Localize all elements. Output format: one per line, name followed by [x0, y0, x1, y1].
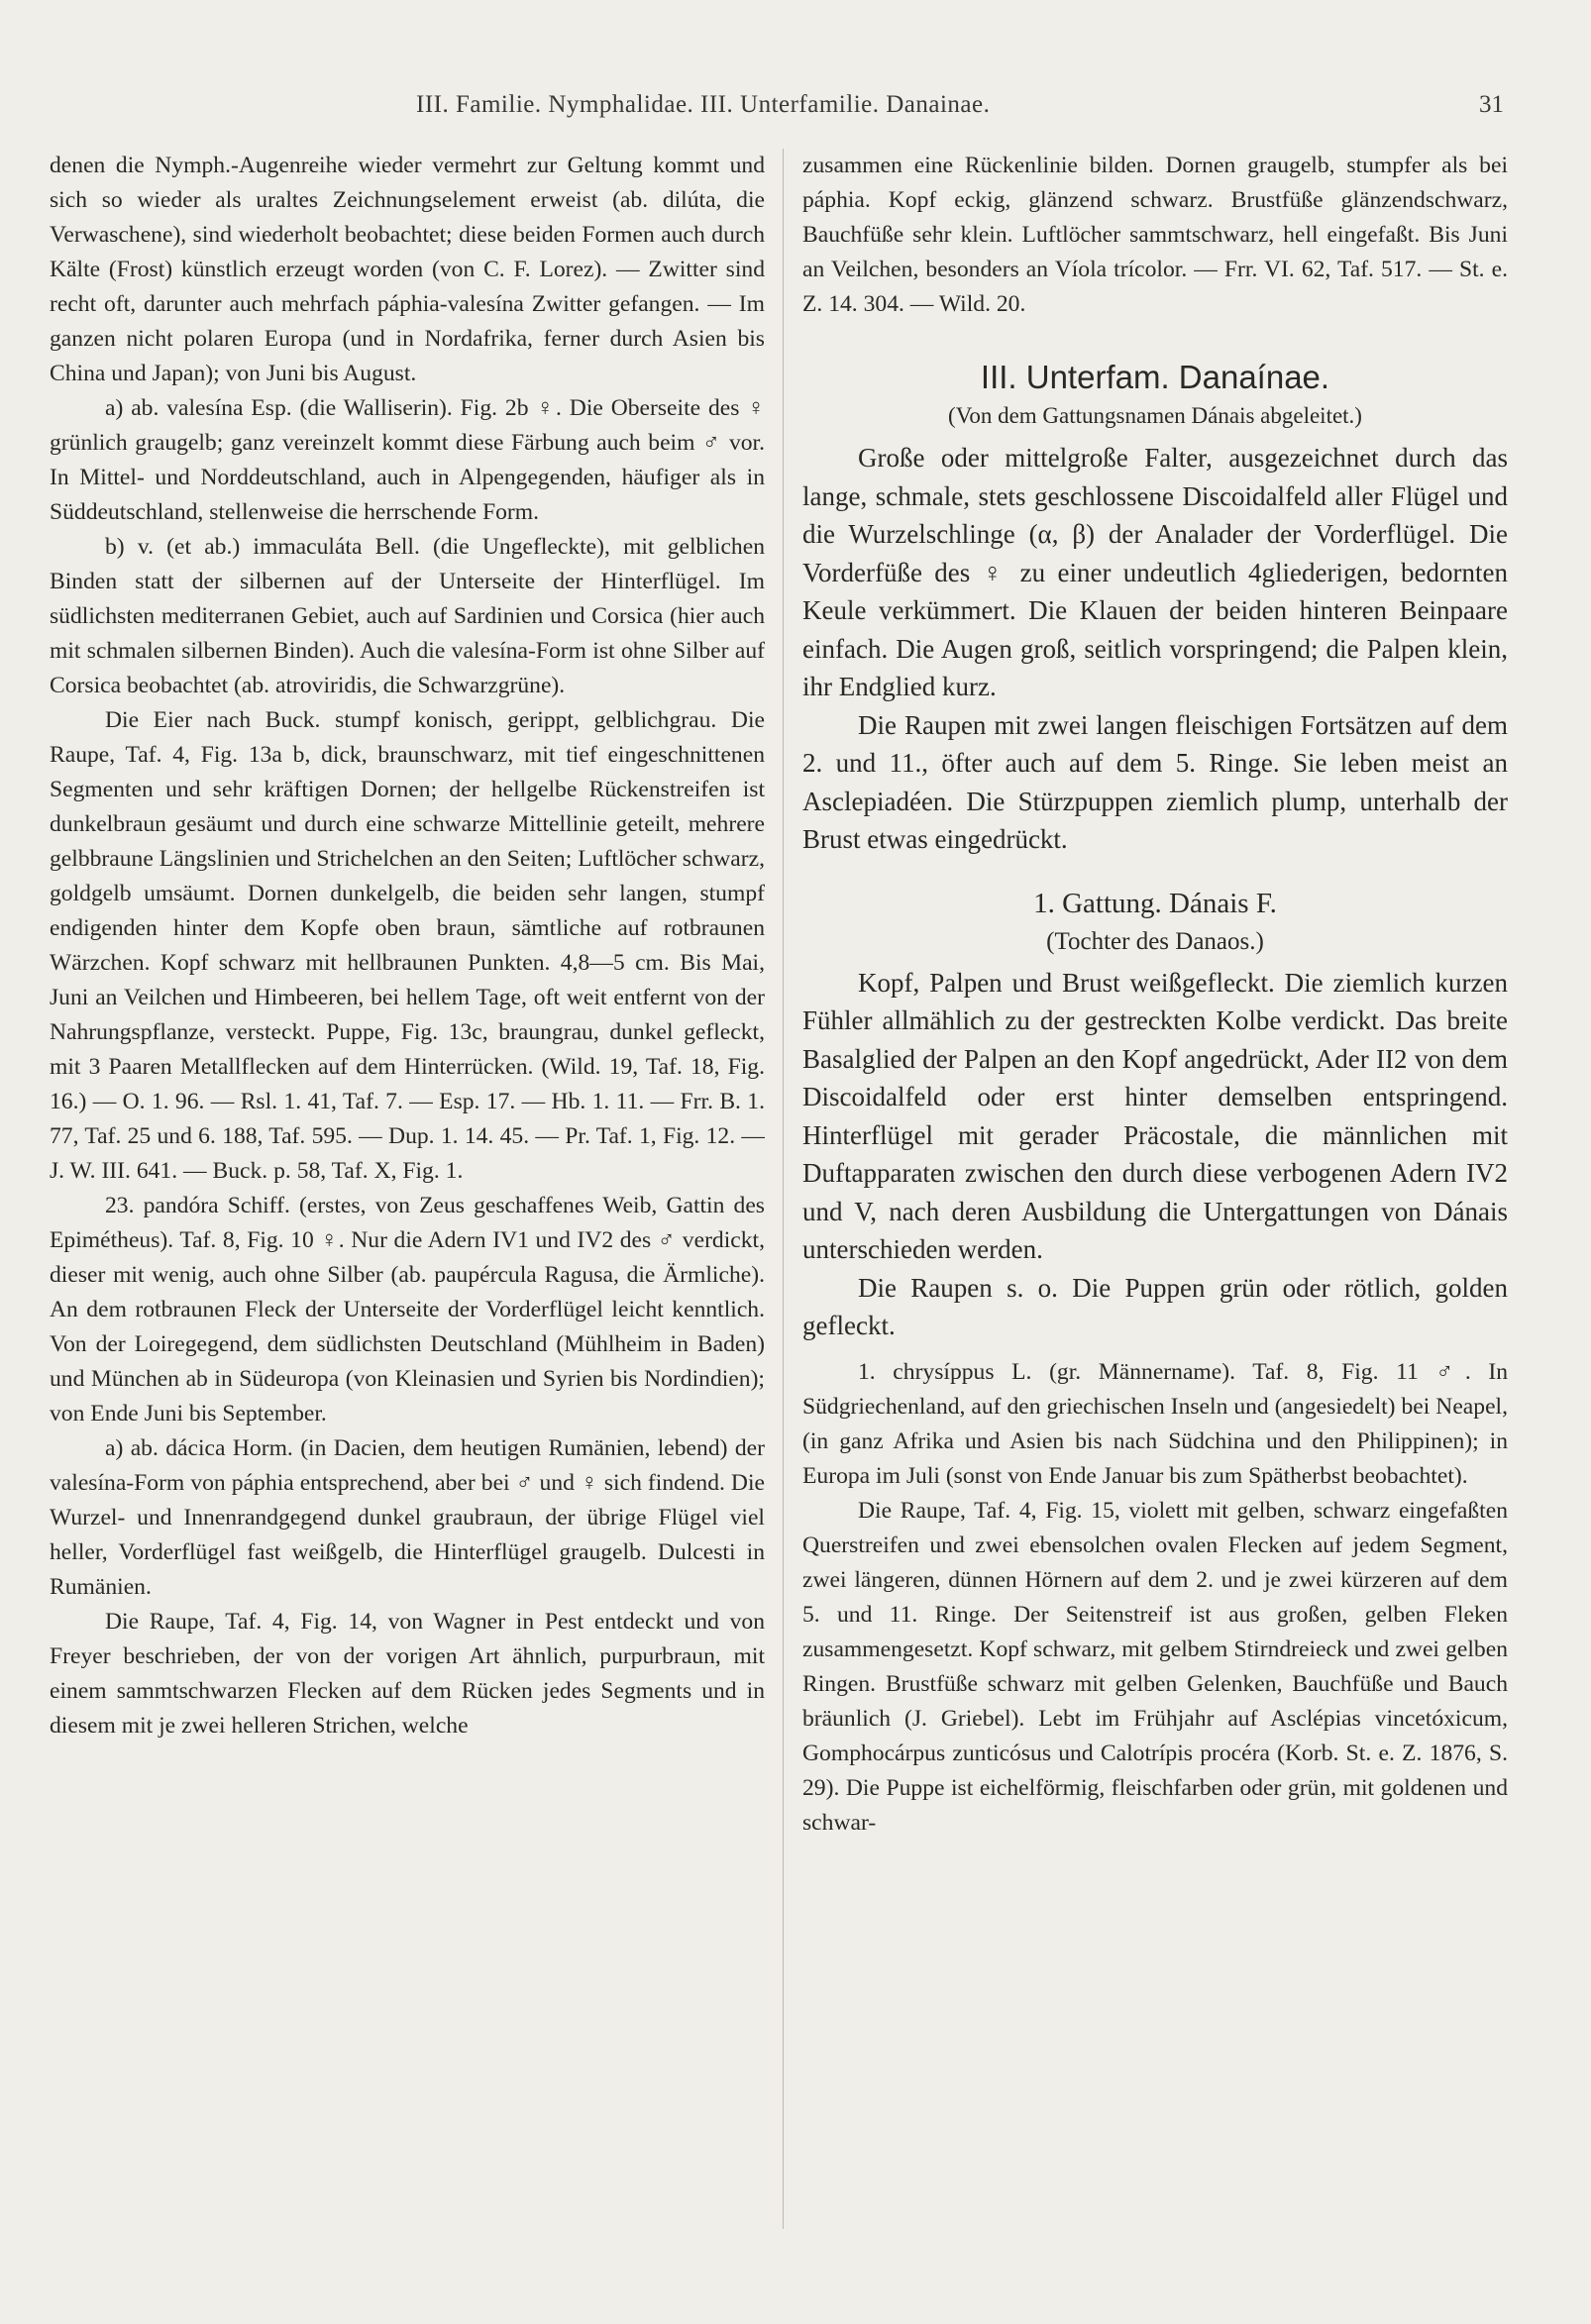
paragraph-valesina: a) ab. valesína Esp. (die Walliserin). Fig. 2b ♀. Die Oberseite des ♀ grünlich graugelb; ganz vereinzelt kommt diese Färbung auch beim ♂ vor. In Mittel- und Norddeutschland, auch in Alpengegenden, häufiger als in Süddeutschland, stellenweise die herrschende Form. — [50, 395, 765, 525]
column-divider — [783, 149, 784, 2229]
paragraph-danainae-caterpillars: Die Raupen mit zwei langen fleischigen Fortsätzen auf dem 2. und 11., öfter auch auf dem 5. Ringe. Sie leben meist an Asclepiadéen. Die Stürzpuppen ziemlich plump, unterhalb der Brust etwas eingedrückt. — [802, 709, 1508, 854]
left-column — [50, 149, 765, 2239]
running-title: III. Familie. Nymphalidae. III. Unterfamilie. Danainae. — [416, 91, 991, 118]
genus-subtitle: (Tochter des Danaos.) — [1046, 927, 1264, 955]
paragraph-continuation-right: zusammen eine Rückenlinie bilden. Dornen graugelb, stumpfer als bei páphia. Kopf eckig, glänzend schwarz. Brustfüße glänzendschwarz, Bauchfüße sehr klein. Luftlöcher sammtschwarz, hell eingefaßt. Bis Juni an Veilchen, besonders an Víola trícolor. — Frr. VI. 62, Taf. 517. — St. e. Z. 14. 304. — Wild. 20. — [802, 153, 1508, 317]
right-column — [802, 149, 1508, 2239]
paragraph-chrysippus-caterpillar: Die Raupe, Taf. 4, Fig. 15, violett mit gelben, schwarz eingefaßten Querstreifen und zwei ebensolchen ovalen Flecken auf jedem Segment, zwei längeren, dünnen Hörnern auf dem 2. und je zwei kürzeren auf dem 5. und 11. Ringe. Der Seitenstreif ist aus großen, gelben Fleken zusammengesetzt. Kopf schwarz, mit gelbem Stirndreieck und zwei gelben Ringen. Brustfüße schwarz mit gelben Gelenken, Bauchfüße und Bauch bräunlich (J. Griebel). Lebt im Frühjahr auf Asclépias vincetóxicum, Gomphocárpus zunticósus und Calotrípis procéra (Korb. St. e. Z. 1876, S. 29). Die Puppe ist eichelförmig, fleischfarben oder grün, mit goldenen und schwar- — [802, 1497, 1508, 1836]
paragraph-continuation: denen die Nymph.-Augenreihe wieder vermehrt zur Geltung kommt und sich so wieder als uraltes Zeichnungselement erweist (ab. dilúta, die Verwaschene), sind wiederholt beobachtet; diese beiden Formen auch durch Kälte (Frost) künstlich erzeugt worden (von C. F. Lorez). — Zwitter sind recht oft, darunter auch mehrfach páphia-valesína Zwitter gefangen. — Im ganzen nicht polaren Europa (und in Nordafrika, ferner durch Asien bis China und Japan); von Juni bis August. — [50, 153, 765, 386]
paragraph-dacica: a) ab. dácica Horm. (in Dacien, dem heutigen Rumänien, lebend) der valesína-Form von páphia entsprechend, aber bei ♂ und ♀ sich findend. Die Wurzel- und Innenrandgegend dunkel graubraun, der übrige Flügel viel heller, Vorderflügel fast weißgelb, die Hinterflügel graugelb. Dulcesti in Rumänien. — [50, 1435, 765, 1600]
paragraph-pandora-caterpillar: Die Raupe, Taf. 4, Fig. 14, von Wagner in Pest entdeckt und von Freyer beschrieben, der von der vorigen Art ähnlich, purpurbraun, mit einem sammtschwarzen Flecken auf dem Rücken jedes Segments und in diesem mit je zwei helleren Strichen, welche — [50, 1609, 765, 1739]
paragraph-chrysippus: 1. chrysíppus L. (gr. Männername). Taf. 8, Fig. 11 ♂. In Südgriechenland, auf den griechischen Inseln und (angesiedelt) bei Neapel, (in ganz Afrika und Asien bis nach Südchina und den Philippinen); in Europa im Juli (sonst von Ende Januar bis zum Spätherbst beobachtet). — [802, 1358, 1508, 1489]
paragraph-danais-description: Kopf, Palpen und Brust weißgefleckt. Die ziemlich kurzen Fühler allmählich zu der gestreckten Kolbe verdickt. Das breite Basalglied der Palpen an den Kopf angedrückt, Ader II2 von dem Discoidalfeld oder erst hinter demselben entspringend. Hinterflügel mit gerader Präcostale, die männlichen mit Duftapparaten zwischen den durch diese verbogenen Adern IV2 und V, nach deren Ausbildung die Untergattungen von Dánais unterschieden werden. — [802, 967, 1508, 1264]
paragraph-danainae-description: Große oder mittelgroße Falter, ausgezeichnet durch das lange, schmale, stets geschlossene Discoidalfeld aller Flügel und die Wurzelschlinge (α, β) der Analader der Vorderflügel. Die Vorderfüße des ♀ zu einer undeutlich 4gliederigen, bedornten Keule verkümmert. Die Klauen der beiden hinteren Beinpaare einfach. Die Augen groß, seitlich vorspringend; die Palpen klein, ihr Endglied kurz. — [802, 443, 1508, 701]
genus-title: 1. Gattung. Dánais F. — [1033, 887, 1277, 919]
paragraph-eggs-caterpillar: Die Eier nach Buck. stumpf konisch, gerippt, gelblichgrau. Die Raupe, Taf. 4, Fig. 13a b, dick, braunschwarz, mit tief eingeschnittenen Segmenten und sehr kräftigen Dornen; der hellgelbe Rückenstreifen ist dunkelbraun gesäumt und durch eine schwarze Mittellinie geteilt, mehrere gelbbraune Längslinien und Strichelchen an den Seiten; Luftlöcher schwarz, goldgelb umsäumt. Dornen dunkelgelb, die beiden sehr langen, stumpf endigenden hinter dem Kopfe oben braun, sämtliche auf rotbraunen Wärzchen. Kopf schwarz mit hellbraunen Punkten. 4,8—5 cm. Bis Mai, Juni an Veilchen und Himbeeren, bei hellem Tage, oft weit entfernt von der Nahrungspflanze, versteckt. Puppe, Fig. 13c, braungrau, dunkel gefleckt, mit 3 Paaren Metallflecken auf dem Hinterrücken. (Wild. 19, Taf. 18, Fig. 16.) — O. 1. 96. — Rsl. 1. 41, Taf. 7. — Esp. 17. — Hb. 1. 11. — Frr. B. 1. 77, Taf. 25 und 6. 188, Taf. 595. — Dup. 1. 14. 45. — Pr. Taf. 1, Fig. 12. — J. W. III. 641. — Buck. p. 58, Taf. X, Fig. 1. — [50, 707, 765, 1184]
section-title: III. Unterfam. Danaínae. — [980, 359, 1330, 395]
section-subtitle: (Von dem Gattungsnamen Dánais abgeleitet.) — [948, 403, 1362, 428]
page-number: 31 — [1479, 91, 1504, 118]
paragraph-danais-pupae: Die Raupen s. o. Die Puppen grün oder rötlich, golden gefleckt. — [802, 1272, 1508, 1340]
paragraph-immaculata: b) v. (et ab.) immaculáta Bell. (die Ungefleckte), mit gelblichen Binden statt der silbernen auf der Unterseite der Hinterflügel. Im südlichsten mediterranen Gebiet, auch auf Sardinien und Corsica (hier auch mit schmalen silbernen Binden). Auch die valesína-Form ist ohne Silber auf Corsica beobachtet (ab. atroviridis, die Schwarzgrüne). — [50, 534, 765, 698]
paragraph-pandora: 23. pandóra Schiff. (erstes, von Zeus geschaffenes Weib, Gattin des Epimétheus). Taf. 8, Fig. 10 ♀. Nur die Adern IV1 und IV2 des ♂ verdickt, dieser mit wenig, auch ohne Silber (ab. paupércula Ragusa, die Ärmliche). An dem rotbraunen Fleck der Unterseite der Vorderflügel leicht kenntlich. Von der Loiregegend, dem südlichsten Deutschland (Mühlheim in Baden) und München ab in Südeuropa (von Kleinasien und Syrien bis Nordindien); von Ende Juni bis September. — [50, 1193, 765, 1426]
